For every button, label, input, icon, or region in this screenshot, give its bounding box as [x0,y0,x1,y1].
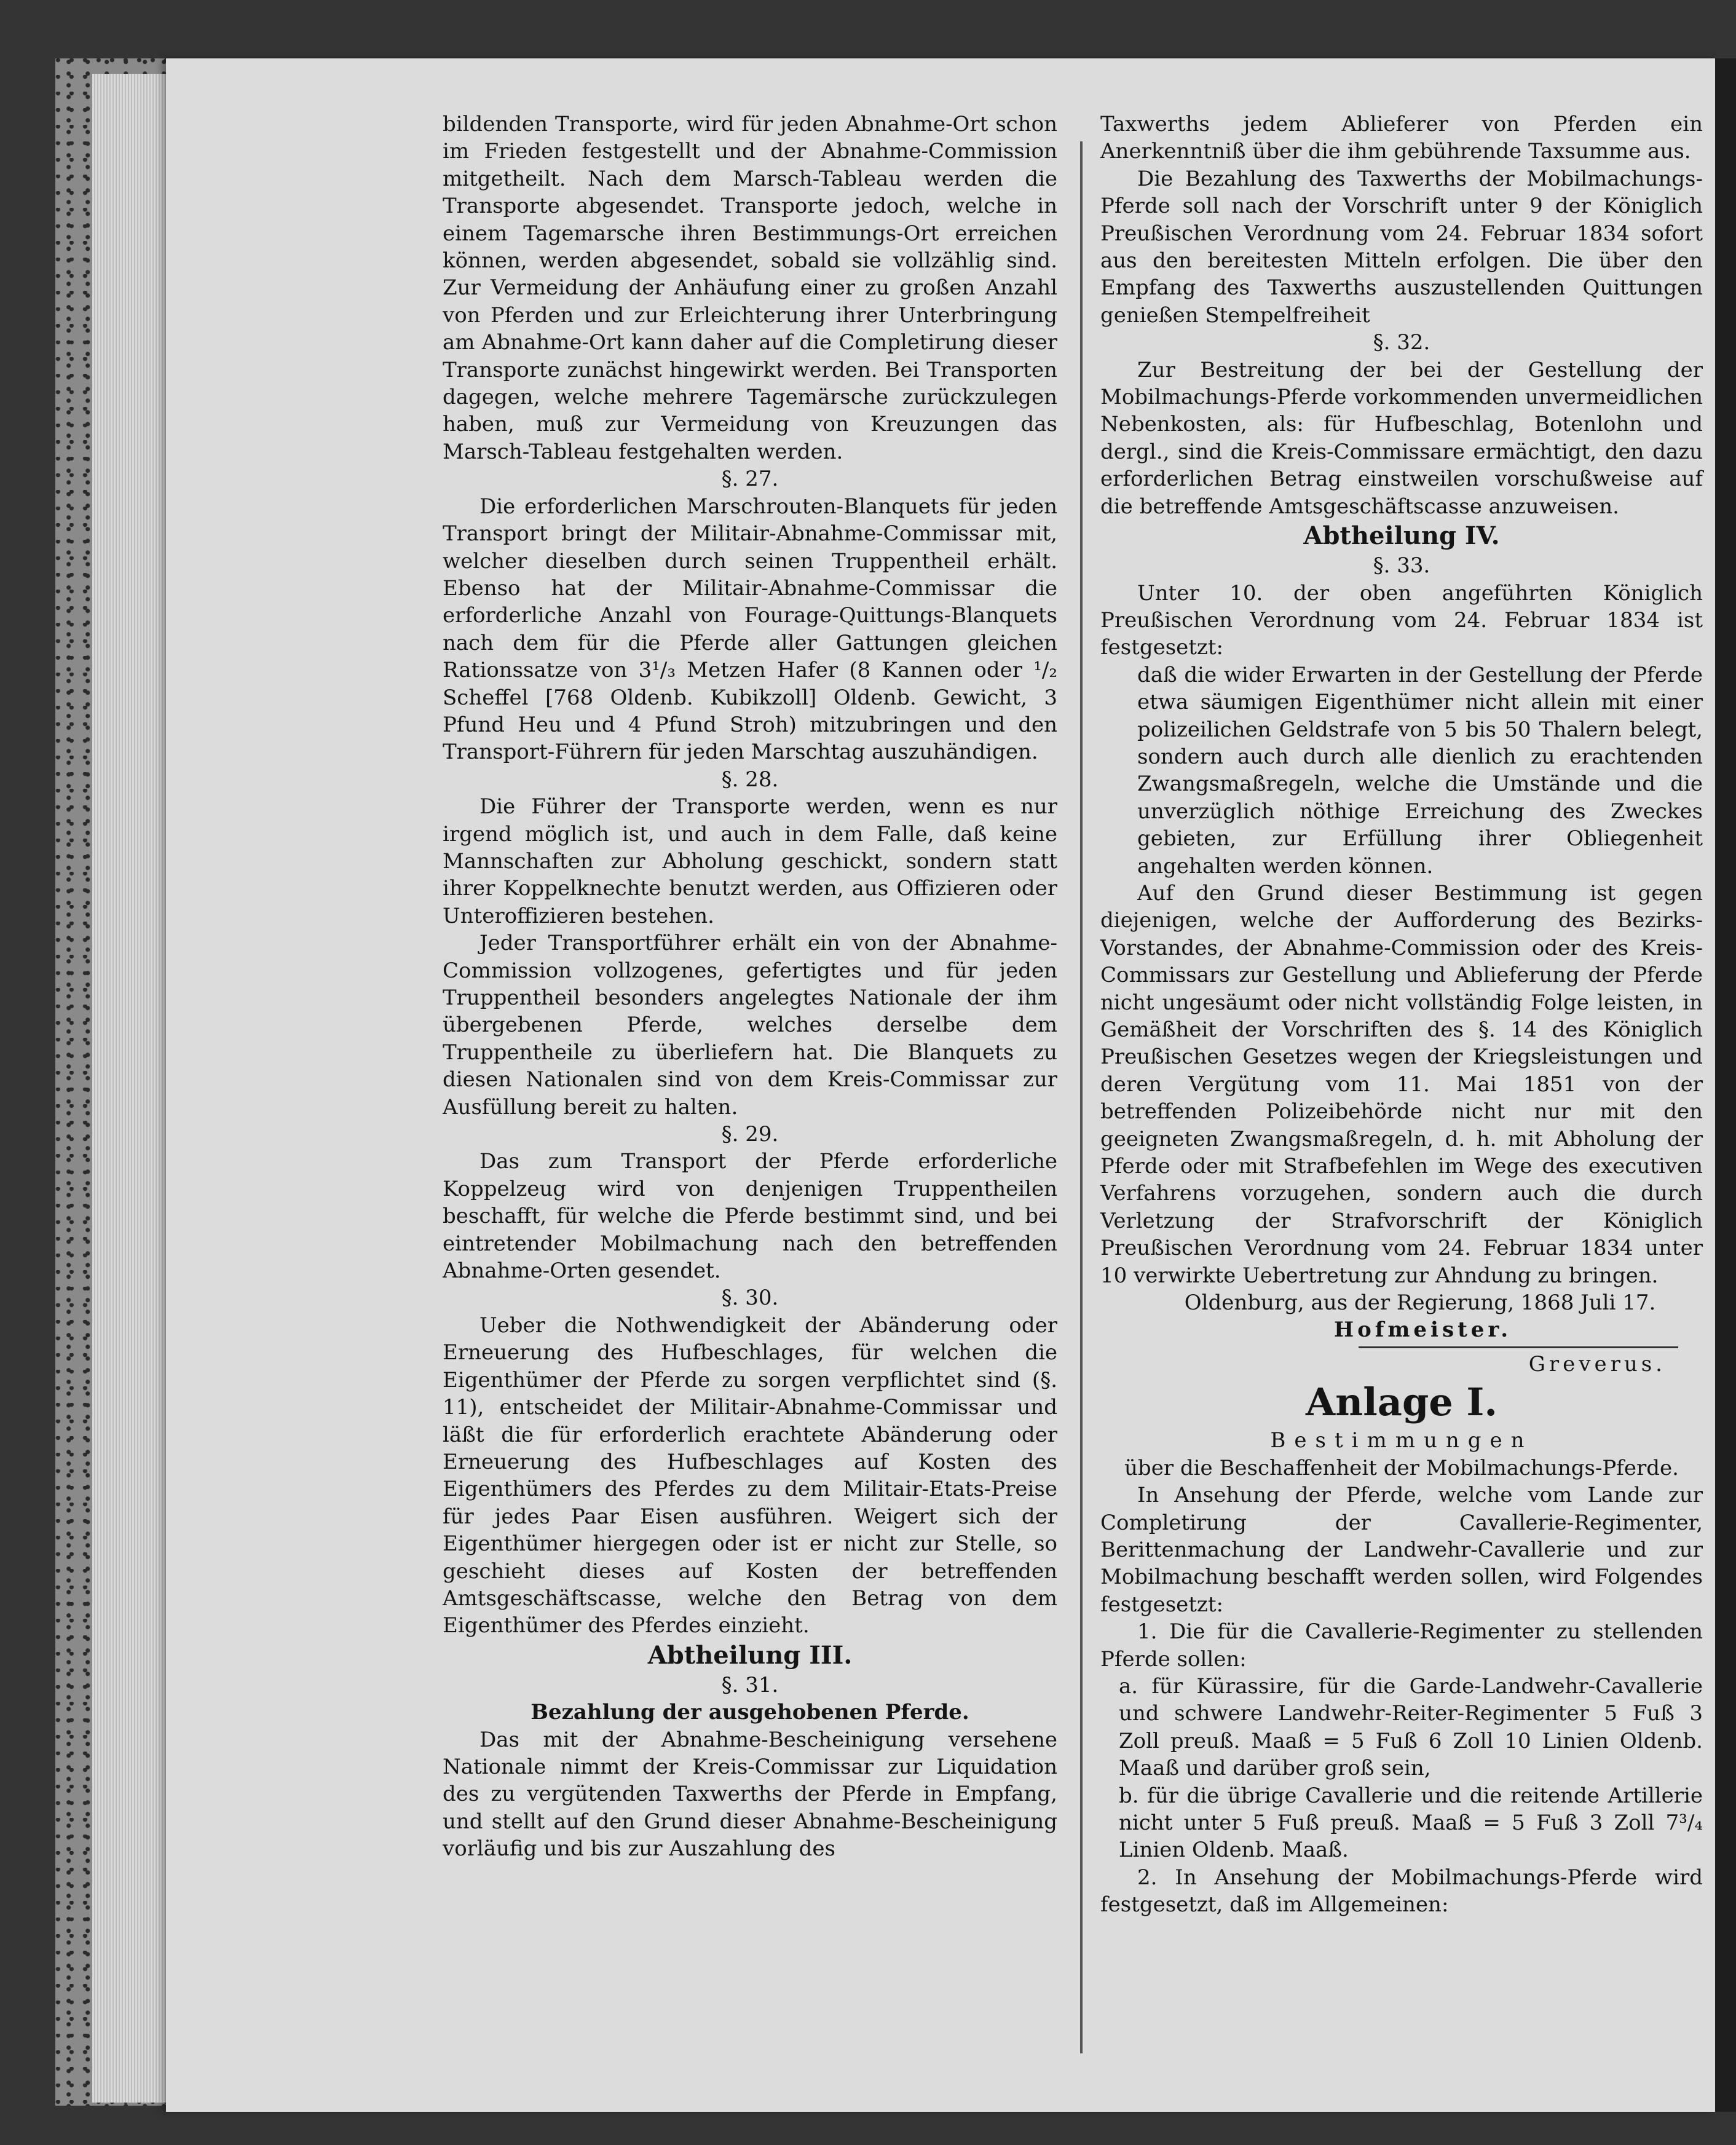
section-29-heading: §. 29. [721,1122,779,1147]
right-column [1100,111,1703,1919]
left-column [443,111,1057,1863]
place-and-date: Oldenburg, aus der Regierung, 1868 Juli 17. [1184,1290,1656,1316]
paragraph-27: Die erforderlichen Marschrouten-Blanquets für jeden Transport bringt der Militair-Abnahme-Commissar mit, welcher dieselben durch seinen Truppentheil erhält. Ebenso hat der Militair-Abnahme-Commissar die erforderliche Anzahl von Fourage-Quittungs-Blanquets nach dem für die Pferde aller Gattungen gleichen Rationssatze von 3¹/₃ Metzen Hafer (8 Kannen oder ¹/₂ Scheffel [768 Oldenb. Kubikzoll] Oldenb. Gewicht, 3 Pfund Heu und 4 Pfund Stroh) mitzubringen und den Transport-Führern für jeden Marschtag auszuhändigen. [443,494,1057,765]
paragraph-28a: Die Führer der Transporte werden, wenn es nur irgend möglich ist, und auch in dem Falle, daß keine Mannschaften zur Abholung geschickt, sondern statt ihrer Koppelknechte benutzt werden, aus Offizieren oder Unteroffizieren bestehen. [443,794,1057,928]
anlage-subtitle: über die Beschaffenheit der Mobilmachungs-Pferde. [1124,1455,1679,1480]
abtheilung-4-heading: Abtheilung IV. [1303,521,1500,551]
paragraph-31: Das mit der Abnahme-Bescheinigung versehene Nationale nimmt der Kreis-Commissar zur Liquidation des zu vergütenden Taxwerths der Pferde in Empfang, und stellt auf den Grund dieser Abnahme-Bescheinigung vorläufig und bis zur Auszahlung des [443,1727,1057,1862]
paragraph-31-continued: Taxwerths jedem Ablieferer von Pferden ein Anerkenntniß über die ihm gebührende Taxsumme aus. [1100,112,1703,164]
section-33-heading: §. 33. [1373,553,1430,579]
section-31-heading: §. 31. [721,1672,779,1697]
anlage-item-1: 1. Die für die Cavallerie-Regimenter zu stellenden Pferde sollen: [1100,1619,1703,1672]
abtheilung-3-heading: Abtheilung III. [647,1640,853,1670]
bestimmungen-heading: Bestimmungen [1270,1428,1533,1453]
anlage-item-2: 2. In Ansehung der Mobilmachungs-Pferde wird festgesetzt, daß im Allgemeinen: [1100,1865,1703,1918]
signature-hofmeister: Hofmeister. [1334,1317,1512,1343]
anlage-intro: In Ansehung der Pferde, welche vom Lande zur Completirung der Cavallerie-Regimenter, Berittenmachung der Landwehr-Cavallerie und zur Mobilmachung beschafft werden sollen, wird Folgendes festgesetzt: [1100,1483,1703,1617]
paragraph-31-payment: Die Bezahlung des Taxwerths der Mobilmachungs-Pferde soll nach der Vorschrift unter 9 der Königlich Preußischen Verordnung vom 24. Februar 1834 sofort aus den bereitesten Mitteln erfolgen. Die über den Empfang des Taxwerths auszustellenden Quittungen genießen Stempelfreiheit [1100,166,1703,328]
section-32-heading: §. 32. [1373,330,1430,355]
anlage-item-1a: a. für Kürassire, für die Garde-Landwehr-Cavallerie und schwere Landwehr-Reiter-Regimenter 5 Fuß 3 Zoll preuß. Maaß = 5 Fuß 6 Zoll 10 Linien Oldenb. Maaß und darüber groß sein, [1119,1673,1703,1781]
anlage-heading: Anlage I. [1306,1380,1497,1425]
paragraph-30: Ueber die Nothwendigkeit der Abänderung oder Erneuerung des Hufbeschlages, für welchen die Eigenthümer der Pferde zu sorgen verpflichtet sind (§. 11), entscheidet der Militair-Abnahme-Commissar und läßt die für erforderlich erachtete Abänderung oder Erneuerung des Hufbeschlages auf Kosten des Eigenthümers des Pferdes zu dem Militair-Etats-Preise für jedes Paar Eisen ausführen. Weigert sich der Eigenthümer hiergegen oder ist er nicht zur Stelle, so geschieht dieses auf Kosten der betreffenden Amtsgeschäftscasse, welche den Betrag von dem Eigenthümer des Pferdes einzieht. [443,1313,1057,1638]
paragraph-33-quote: daß die wider Erwarten in der Gestellung der Pferde etwa säumigen Eigenthümer nicht allein mit einer polizeilichen Geldstrafe von 5 bis 50 Thalern belegt, sondern auch durch alle dienlich zu erachtenden Zwangsmaßregeln, welche die Umstände und die unverzüglich nöthige Erreichung des Zweckes gebieten, zur Erfüllung ihrer Obliegenheit angehalten werden können. [1137,662,1703,879]
paragraph-32: Zur Bestreitung der bei der Gestellung der Mobilmachungs-Pferde vorkommenden unvermeidlichen Nebenkosten, als: für Hufbeschlag, Botenlohn und dergl., sind die Kreis-Commissare ermächtigt, den dazu erforderlichen Betrag einstweilen vorschußweise auf die betreffende Amtsgeschäftscasse anzuweisen. [1100,357,1703,519]
section-31-title: Bezahlung der ausgehobenen Pferde. [531,1700,969,1725]
section-27-heading: §. 27. [721,467,779,492]
section-28-heading: §. 28. [721,767,779,792]
anlage-item-1b: b. für die übrige Cavallerie und die reitende Artillerie nicht unter 5 Fuß preuß. Maaß = 5 Fuß 3 Zoll 7³/₄ Linien Oldenb. Maaß. [1119,1783,1703,1863]
paragraph-transport-continued: bildenden Transporte, wird für jeden Abnahme-Ort schon im Frieden festgestellt und der Abnahme-Commission mitgetheilt. Nach dem Marsch-Tableau werden die Transporte abgesendet. Transporte jedoch, welche in einem Tagemarsche ihren Bestimmungs-Ort erreichen können, werden abgesendet, sobald sie vollzählig sind. Zur Vermeidung der Anhäufung einer zu großen Anzahl von Pferden und zur Erleichterung ihrer Unterbringung am Abnahme-Ort kann daher auf die Completirung dieser Transporte zunächst hingewirkt werden. Bei Transporten dagegen, welche mehrere Tagemärsche zurückzulegen haben, muß zur Vermeidung von Kreuzungen das Marsch-Tableau festgehalten werden. [443,112,1057,464]
signature-greverus: Greverus. [1528,1351,1666,1377]
paragraph-33-enforcement: Auf den Grund dieser Bestimmung ist gegen diejenigen, welche der Aufforderung des Bezirks-Vorstandes, der Abnahme-Commission oder des Kreis-Commissars zur Gestellung und Ablieferung der Pferde nicht ungesäumt oder nicht vollständig Folge leisten, in Gemäßheit der Vorschriften des §. 14 des Königlich Preußischen Gesetzes wegen der Kriegsleistungen und deren Vergütung vom 11. Mai 1851 von der betreffenden Polizeibehörde nicht nur mit den geeigneten Zwangsmaßregeln, d. h. mit Abholung der Pferde oder mit Strafbefehlen im Wege des executiven Verfahrens vorzugehen, sondern auch die durch Verletzung der Strafvorschrift der Königlich Preußischen Verordnung vom 24. Februar 1834 unter 10 verwirkte Uebertretung zur Ahndung zu bringen. [1100,880,1703,1288]
column-divider [1080,141,1083,2053]
section-30-heading: §. 30. [721,1286,779,1311]
paragraph-29: Das zum Transport der Pferde erforderliche Koppelzeug wird von denjenigen Truppentheilen beschafft, für welche die Pferde bestimmt sind, und bei eintretender Mobilmachung nach den betreffenden Abnahme-Orten gesendet. [443,1149,1057,1284]
paragraph-28b: Jeder Transportführer erhält ein von der Abnahme-Commission vollzogenes, gefertigtes und für jeden Truppentheil besonders angelegtes Nationale der ihm übergebenen Pferde, welches derselbe dem Truppentheile zu überliefern hat. Die Blanquets zu diesen Nationalen sind von dem Kreis-Commissar zur Ausfüllung bereit zu halten. [443,931,1057,1120]
signature-rule [1359,1346,1678,1348]
paragraph-33: Unter 10. der oben angeführten Königlich Preußischen Verordnung vom 24. Februar 1834 ist festgesetzt: [1100,580,1703,660]
gutter-shadow [1715,58,1736,2112]
